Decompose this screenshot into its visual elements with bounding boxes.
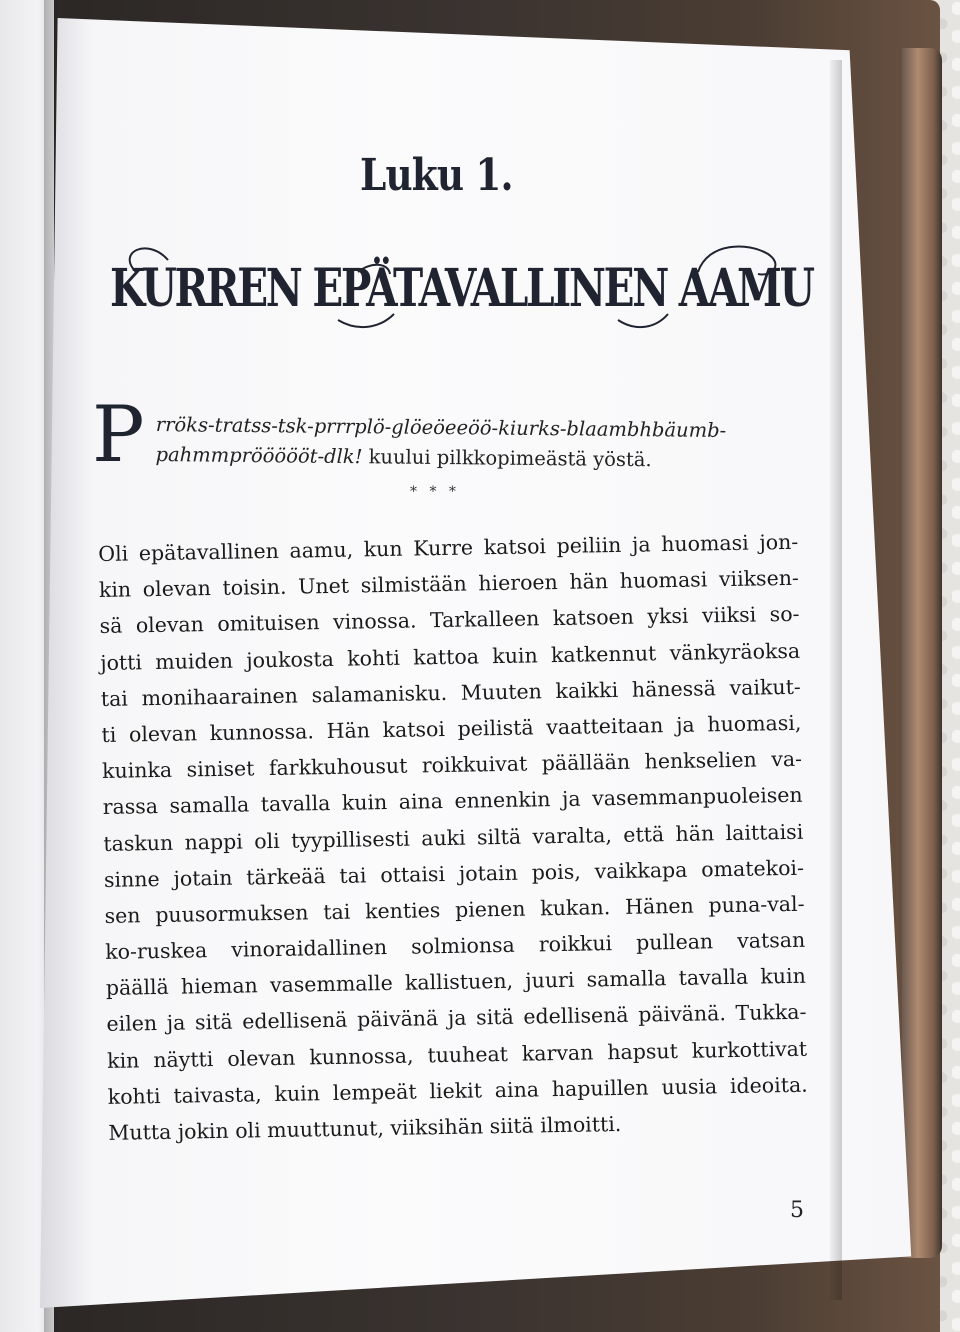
- section-separator: * * *: [410, 484, 460, 500]
- text-line: ko-ruskea vinoraidallinen solmionsa roikkui pullean vatsan: [105, 927, 806, 964]
- text-line: päällä hieman vasemmalle kallistuen, juuri samalla tavalla kuin: [105, 963, 806, 1001]
- text-line: sen puusormuksen tai kenties pienen kukan. Hänen puna-val-: [104, 891, 805, 928]
- page-edge-shade: [830, 60, 842, 1300]
- chapter-number: Luku 1.: [360, 150, 513, 201]
- drop-cap: P: [92, 390, 145, 480]
- text-line: sä olevan omituisen vinossa. Tarkalleen katsoen yksi viiksi so-: [99, 602, 800, 639]
- text-line: Mutta jokin oli muuttunut, viiksihän siitä ilmoitti.: [108, 1111, 622, 1145]
- intro-onomatopoeia: rröks-tratss-tsk-prrrplö-glöeöeeöö-kiurks-blaambhbäumb-pahmmpröööööt-dlk!: [155, 412, 727, 469]
- text-line: rassa samalla tavalla kuin aina ennenkin ja vasemmanpuoleisen: [102, 783, 803, 820]
- text-line: ti olevan kunnossa. Hän katsoi peilistä vaatteitaan ja huomasi,: [101, 710, 802, 747]
- text-line: jotti muiden joukosta kohti kattoa kuin katkennut vänkyräoksa: [99, 638, 801, 675]
- text-line: kin olevan toisin. Unet silmistään hieroen hän huomasi viiksen-: [98, 565, 800, 603]
- text-line: eilen ja sitä edellisenä päivänä ja sitä edellisenä päivänä. Tukka-: [106, 1000, 807, 1037]
- text-line: kin näytti olevan kunnossa, tuuheat karvan hapsut kurkottivat: [106, 1036, 808, 1073]
- text-line: sinne jotain tärkeää tai ottaisi jotain pois, vaikkapa omatekoi-: [103, 855, 805, 892]
- text-line: kuinka siniset farkkuhousut roikkuivat päällään henkselien va-: [101, 746, 803, 784]
- body-paragraph: [98, 524, 809, 1151]
- text-line: Oli epätavallinen aamu, kun Kurre katsoi peiliin ja huomasi jon-: [98, 529, 799, 566]
- intro-rest: kuului pilkkopimeästä yöstä.: [362, 445, 652, 472]
- page-number: 5: [790, 1198, 804, 1223]
- text-line: tai monihaarainen salamanisku. Muuten kaikki hänessä vaikut-: [100, 674, 801, 711]
- intro-paragraph: [155, 410, 776, 476]
- chapter-title: KURREN EPÄTAVALLINEN AAMU: [110, 258, 813, 319]
- text-line: kohti taivasta, kuin lempeät liekit aina hapuillen uusia ideoita.: [107, 1072, 808, 1109]
- text-line: taskun nappi oli tyypillisesti auki siltä varalta, että hän laittaisi: [103, 819, 804, 856]
- book-cover-edge: [902, 48, 942, 1258]
